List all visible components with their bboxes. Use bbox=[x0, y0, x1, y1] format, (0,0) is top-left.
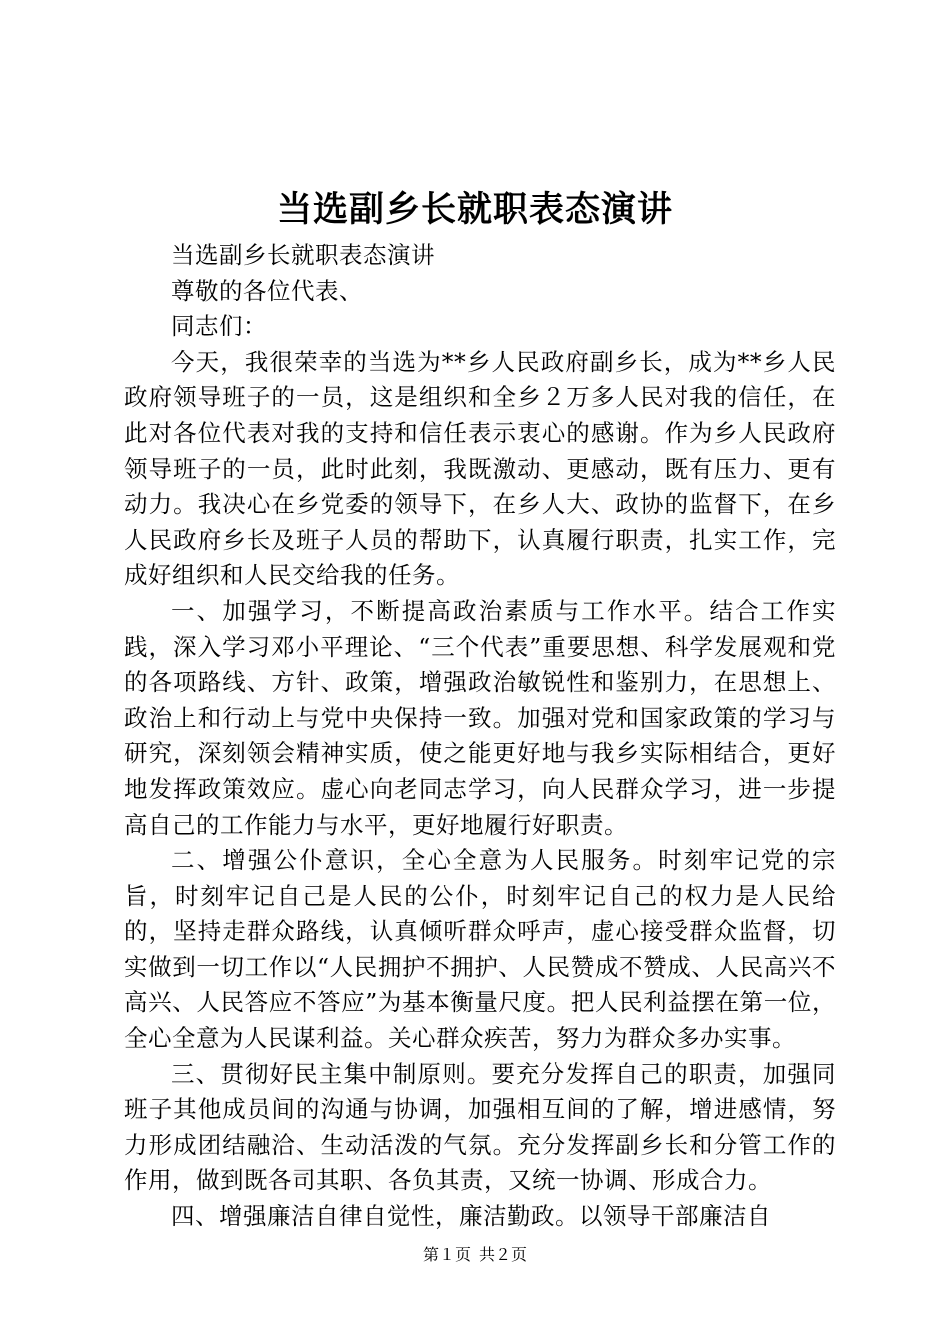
paragraph-salutation-2: 同志们： bbox=[171, 312, 267, 341]
paragraph-point-3: 三、贯彻好民主集中制原则。要充分发挥自己的职责，加强同班子其他成员间的沟通与协调，加强相互间的了解，增进感情，努力形成团结融洽、生动活泼的气氛。充分发挥副乡长和分管工作的作用，做到既各司其职、各负其责，又统一协调、形成合力。 bbox=[124, 1059, 836, 1195]
page-number: 第１页 bbox=[422, 1245, 471, 1264]
paragraph-salutation: 尊敬的各位代表、 bbox=[171, 276, 363, 305]
document-body bbox=[124, 238, 836, 1235]
page-footer bbox=[0, 1244, 950, 1266]
paragraph-repeat-title: 当选副乡长就职表态演讲 bbox=[171, 241, 435, 269]
paragraph-point-2: 二、增强公仆意识，全心全意为人民服务。时刻牢记党的宗旨，时刻牢记自己是人民的公仆，时刻牢记自己的权力是人民给的，坚持走群众路线，认真倾听群众呼声，虚心接受群众监督，切实做到一切工作以“人民拥护不拥护、人民赞成不赞成、人民高兴不高兴、人民答应不答应”为基本衡量尺度。把人民利益摆在第一位，全心全意为人民谋利益。关心群众疾苦，努力为群众多办实事。 bbox=[124, 846, 836, 1053]
document-title: 当选副乡长就职表态演讲 bbox=[276, 189, 673, 230]
paragraph-point-4: 四、增强廉洁自律自觉性，廉洁勤政。以领导干部廉洁自 bbox=[171, 1202, 771, 1231]
page-total: 共２页 bbox=[479, 1245, 528, 1264]
paragraph-intro: 今天，我很荣幸的当选为**乡人民政府副乡长，成为**乡人民政府领导班子的一员，这是组织和全乡２万多人民对我的信任，在此对各位代表对我的支持和信任表示衷心的感谢。作为乡人民政府领导班子的一员，此时此刻，我既激动、更感动，既有压力、更有动力。我决心在乡党委的领导下，在乡人大、政协的监督下，在乡人民政府乡长及班子人员的帮助下，认真履行职责，扎实工作，完成好组织和人民交给我的任务。 bbox=[124, 347, 836, 590]
paragraph-point-1: 一、加强学习，不断提高政治素质与工作水平。结合工作实践，深入学习邓小平理论、“三个代表”重要思想、科学发展观和党的各项路线、方针、政策，增强政治敏锐性和鉴别力，在思想上、政治上和行动上与党中央保持一致。加强对党和国家政策的学习与研究，深刻领会精神实质，使之能更好地与我乡实际相结合，更好地发挥政策效应。虚心向老同志学习，向人民群众学习，进一步提高自己的工作能力与水平，更好地履行好职责。 bbox=[124, 596, 836, 839]
